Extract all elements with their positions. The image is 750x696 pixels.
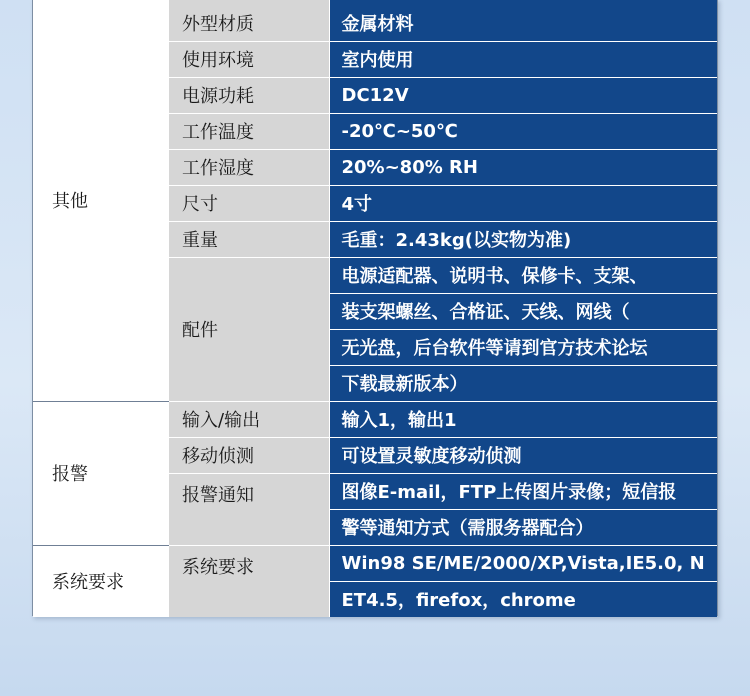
spec-value: 无光盘，后台软件等请到官方技术论坛 xyxy=(329,329,717,365)
spec-value: 可设置灵敏度移动侦测 xyxy=(329,437,717,473)
spec-label: 电源功耗 xyxy=(169,77,329,113)
spec-label: 工作温度 xyxy=(169,113,329,149)
spec-label: 配件 xyxy=(169,257,329,401)
spec-value: -20℃~50℃ xyxy=(329,113,717,149)
spec-value: 金属材料 xyxy=(329,0,717,41)
spec-label: 尺寸 xyxy=(169,185,329,221)
spec-value: DC12V xyxy=(329,77,717,113)
spec-value: 4寸 xyxy=(329,185,717,221)
spec-table xyxy=(33,0,717,617)
spec-value: 电源适配器、说明书、保修卡、支架、 xyxy=(329,257,717,293)
spec-value: ET4.5，firefox，chrome xyxy=(329,581,717,617)
spec-value: 毛重：2.43kg(以实物为准) xyxy=(329,221,717,257)
spec-label: 移动侦测 xyxy=(169,437,329,473)
spec-value: 室内使用 xyxy=(329,41,717,77)
spec-label: 报警通知 xyxy=(169,473,329,545)
category-cell: 系统要求 xyxy=(33,545,169,617)
category-cell: 其他 xyxy=(33,0,169,401)
spec-label: 系统要求 xyxy=(169,545,329,617)
spec-value: 警等通知方式（需服务器配合） xyxy=(329,509,717,545)
spec-label: 工作湿度 xyxy=(169,149,329,185)
spec-value: 装支架螺丝、合格证、天线、网线（ xyxy=(329,293,717,329)
table-row xyxy=(33,0,717,41)
spec-value: 输入1，输出1 xyxy=(329,401,717,437)
spec-value: 下载最新版本） xyxy=(329,365,717,401)
spec-label: 使用环境 xyxy=(169,41,329,77)
spec-label: 重量 xyxy=(169,221,329,257)
spec-label: 外型材质 xyxy=(169,0,329,41)
spec-value: 图像E-mail，FTP上传图片录像；短信报 xyxy=(329,473,717,509)
spec-value: 20%~80% RH xyxy=(329,149,717,185)
table-row xyxy=(33,401,717,437)
spec-label: 输入/输出 xyxy=(169,401,329,437)
spec-value: Win98 SE/ME/2000/XP,Vista,IE5.0, N xyxy=(329,545,717,581)
table-row xyxy=(33,545,717,581)
category-cell: 报警 xyxy=(33,401,169,545)
